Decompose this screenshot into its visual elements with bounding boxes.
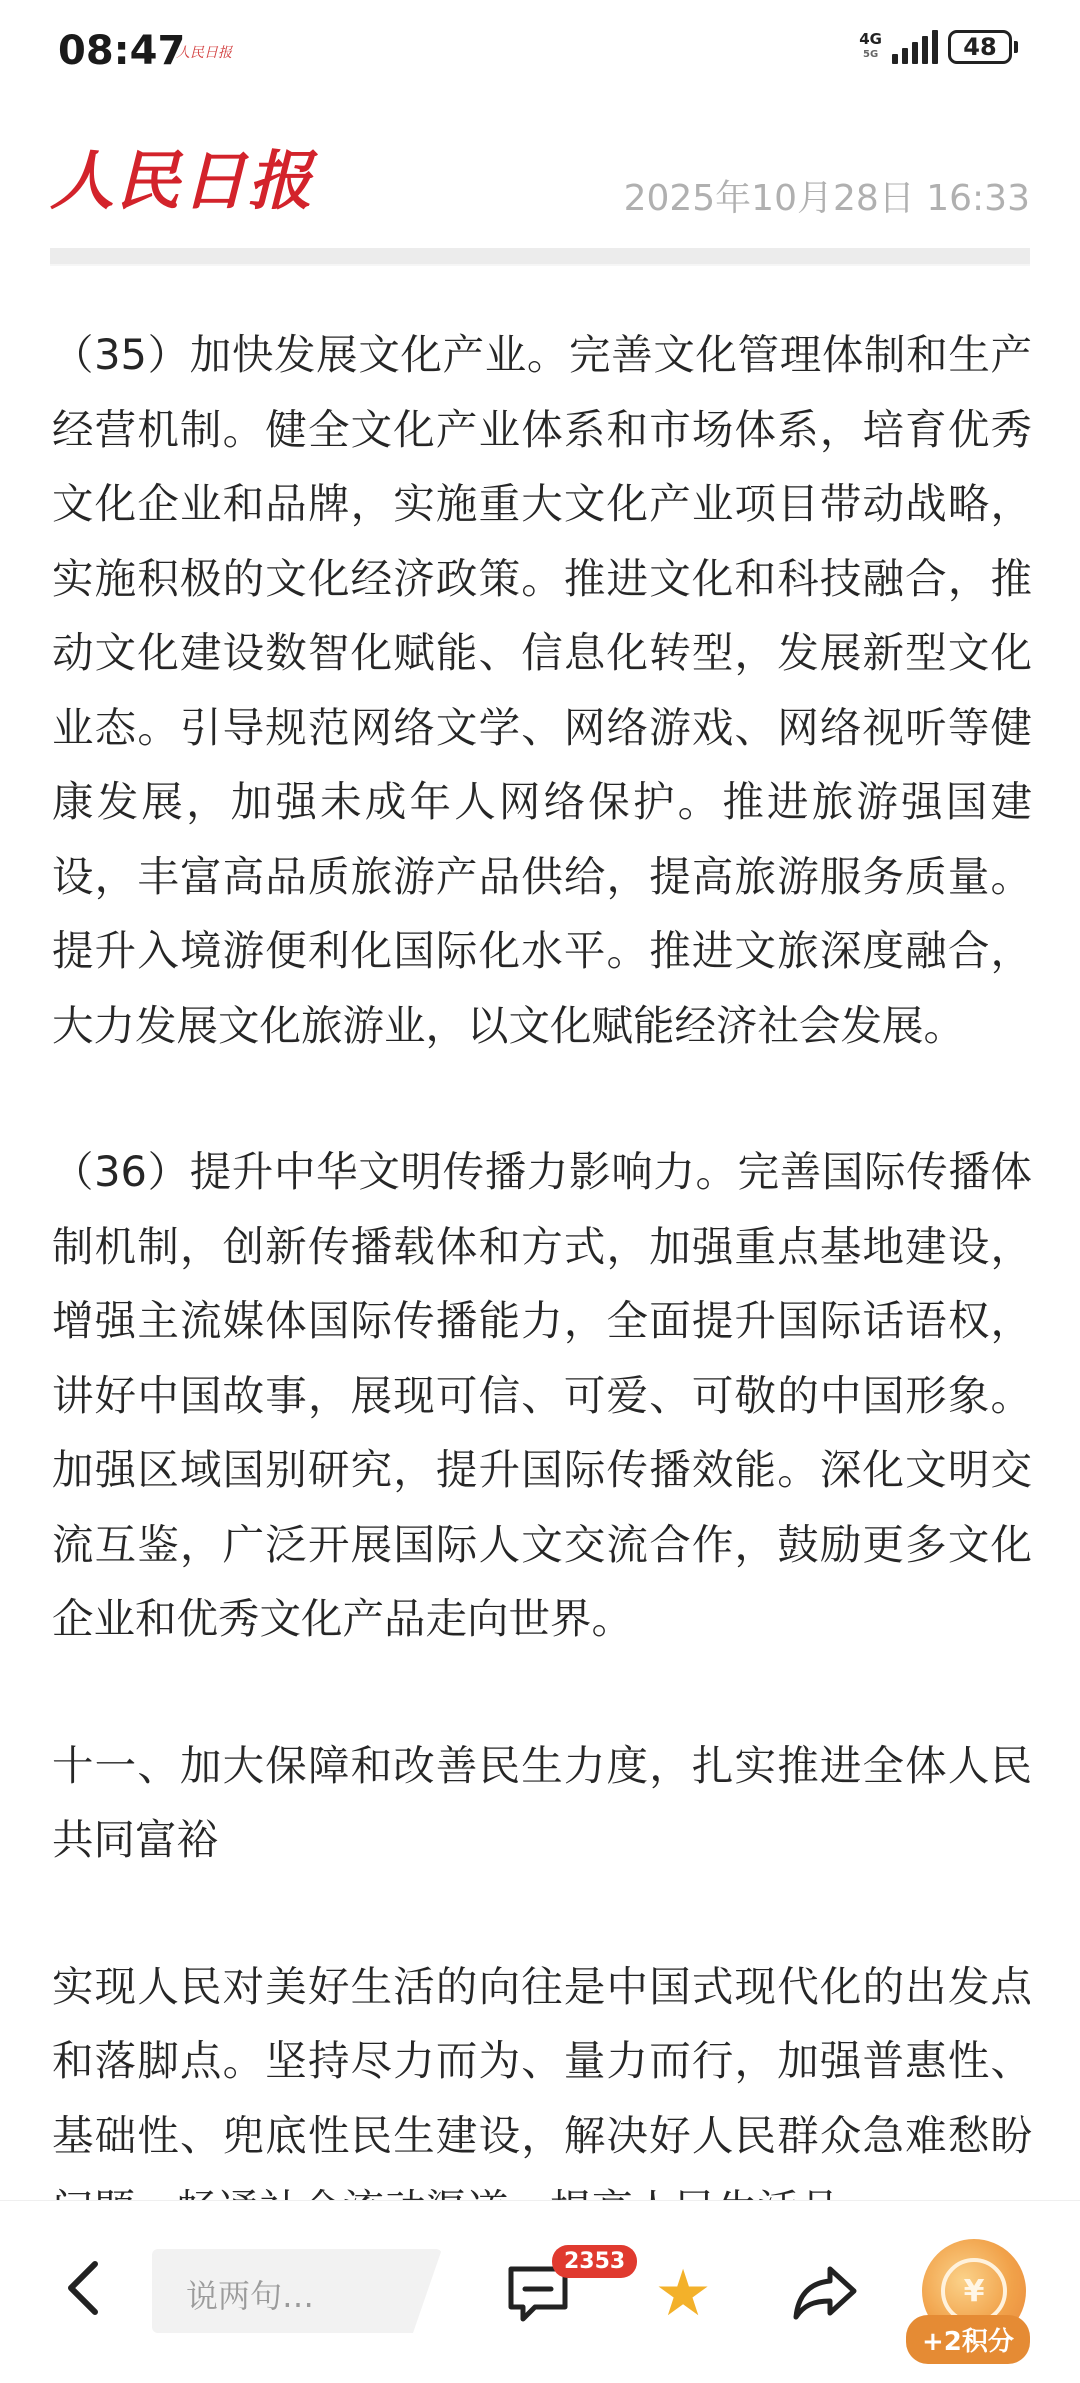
article-paragraph: （35）加快发展文化产业。完善文化管理体制和生产经营机制。健全文化产业体系和市场体系，培育优秀文化企业和品牌，实施重大文化产业项目带动战略，实施积极的文化经济政策。推进文化和科技融合，推动文化建设数智化赋能、信息化转型，发展新型文化业态。引导规范网络文学、网络游戏、网络视听等健康发展，加强未成年人网络保护。推进旅游强国建设，丰富高品质旅游产品供给，提高旅游服务质量。提升入境游便利化国际化水平。推进文旅深度融合，大力发展文化旅游业，以文化赋能经济社会发展。 <box>52 330 1032 1050</box>
network-type <box>859 32 882 62</box>
battery-icon <box>948 30 1018 64</box>
article-paragraph: 实现人民对美好生活的向往是中国式现代化的出发点和落脚点。坚持尽力而为、量力而行，加强普惠性、基础性、兜底性民生建设，解决好人民群众急难愁盼 <box>52 1961 1032 2160</box>
favorite-button[interactable] <box>648 2259 718 2329</box>
status-indicators <box>859 30 1018 64</box>
back-arrow-icon <box>63 2260 103 2316</box>
signal-icon <box>892 30 938 64</box>
comment-count-badge: 2353 <box>552 2245 637 2278</box>
section-heading: 十一、加大保障和改善民生力度，扎实推进全体人民共同富裕 <box>52 1740 1032 1864</box>
comment-placeholder: 说两句… <box>186 2277 315 2315</box>
bottom-action-bar <box>0 2200 1080 2383</box>
reward-button[interactable] <box>922 2239 1032 2357</box>
reward-points-label: +2积分 <box>906 2315 1030 2364</box>
brand-logo: 人民日报 <box>50 144 314 219</box>
star-icon: ★ <box>654 2257 712 2331</box>
share-button[interactable] <box>790 2263 860 2323</box>
network-sub-label: 5G <box>863 49 879 60</box>
status-bar <box>0 0 1080 100</box>
header-divider <box>50 248 1030 266</box>
status-time: 08:47 <box>58 28 186 74</box>
article-header <box>50 130 1030 220</box>
coin-icon: ¥ <box>922 2239 1026 2343</box>
article-body <box>52 318 1032 2320</box>
network-label: 4G <box>859 30 882 48</box>
battery-level: 48 <box>948 30 1012 64</box>
share-icon <box>790 2263 860 2323</box>
app-notification-logo: 人民日报 <box>176 45 232 61</box>
back-button[interactable] <box>58 2263 108 2313</box>
article-paragraph: （36）提升中华文明传播力影响力。完善国际传播体制机制，创新传播载体和方式，加强重点基地建设，增强主流媒体国际传播能力，全面提升国际话语权，讲好中国故事，展现可信、可爱、可敬的中国形象。加强区域国别研究，提升国际传播效能。深化文明交流互鉴，广泛开展国际人文交流合作，鼓励更多文化企业和优秀文化产品走向世界。 <box>52 1147 1032 1643</box>
publish-time: 2025年10月28日 16:33 <box>623 178 1030 219</box>
